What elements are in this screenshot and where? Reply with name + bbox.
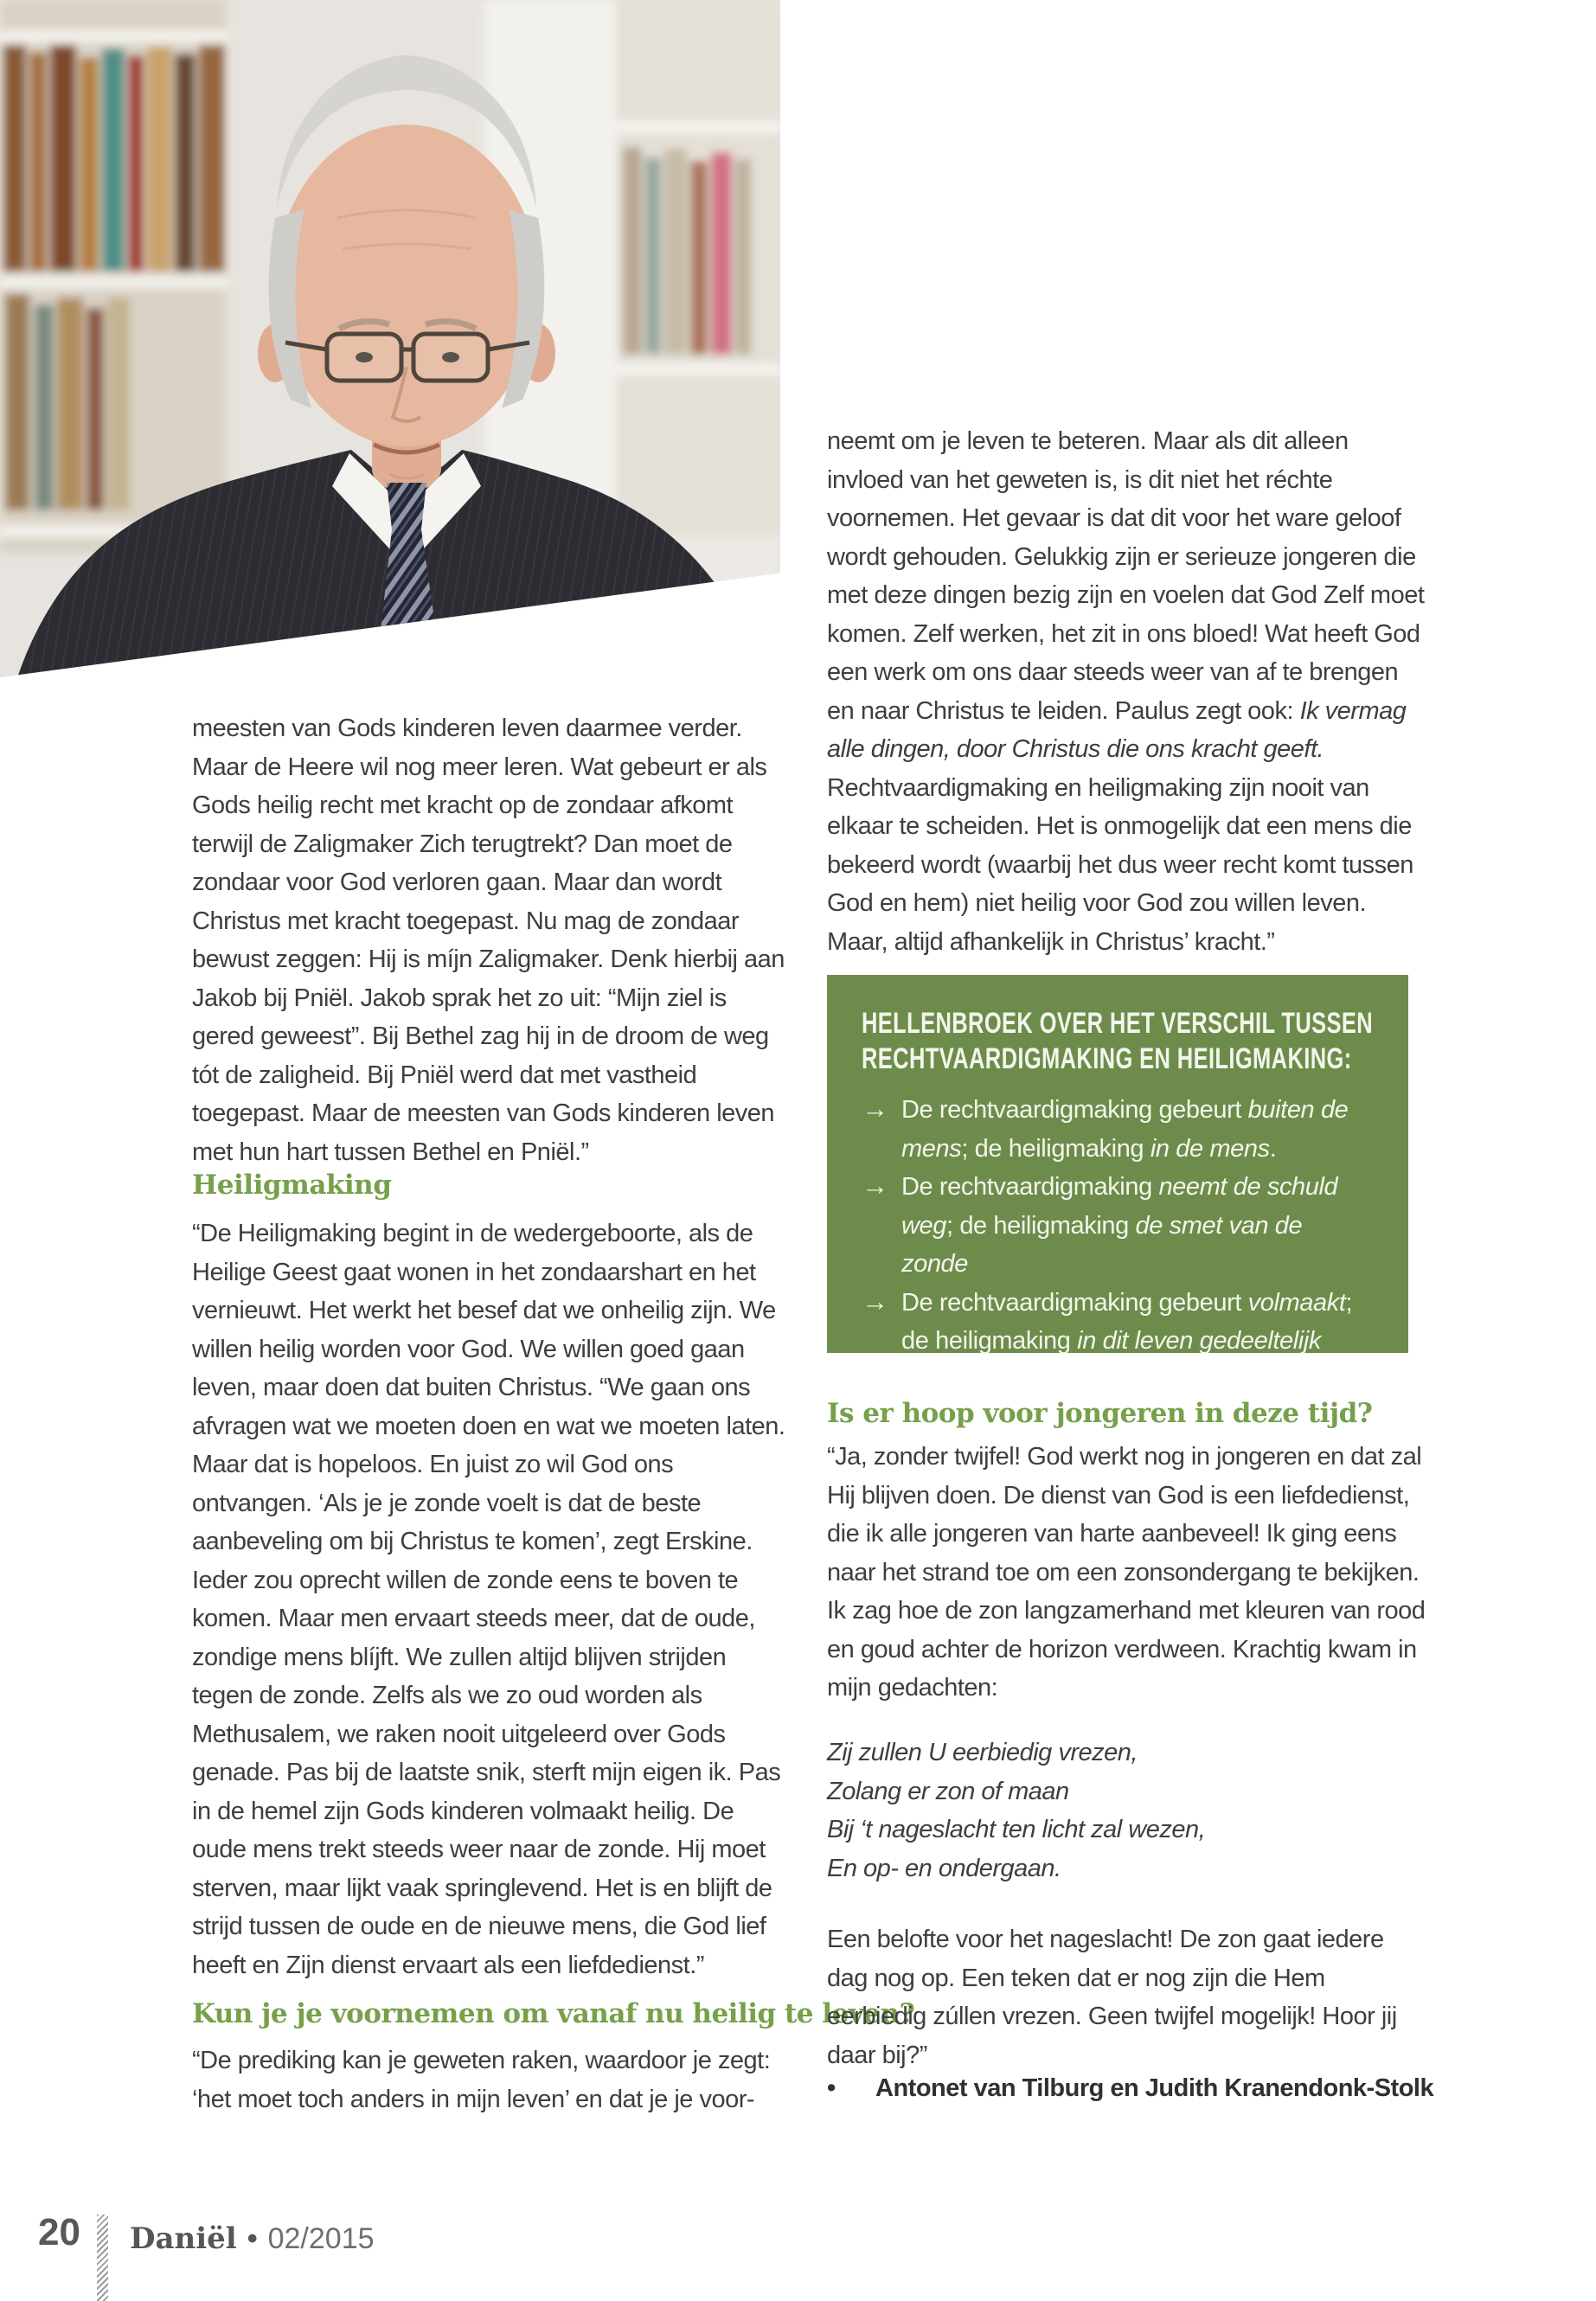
footer-separator: • [247,2222,258,2255]
callout-bullet-text: De rechtvaardigmaking gebeurt buiten de mens; de heiligmaking in de mens. [901,1096,1349,1163]
callout-box-title [862,1006,1374,1077]
arrow-icon: → [862,1170,888,1201]
left-column-paragraph-1: meesten van Gods kinderen leven daarmee verder. Maar de Heere wil nog meer leren. Wat gebeurt er als Gods heilig recht met kracht op de zondaar afkomt terwijl de Zaligmaker Zich terugtrekt? Dan moet de zondaar voor God verloren gaan. Maar dan wordt Christus met kracht toegepast. Nu mag de zondaar bewust zeggen: Hij is míjn Zaligmaker. Denk hierbij aan Jakob bij Pniël. Jakob sprak het zo uit: “Mijn ziel is gered geweest”. Bij Bethel zag hij in de droom de weg tót de zaligheid. Bij Pniël werd dat met vastheid toegepast. Maar de meesten van Gods kinderen leven met hun hart tussen Bethel en Pniël.” [192,715,785,1166]
callout-bullet-text: De rechtvaardigmaking neemt de schuld weg; de heiligmaking de smet van de zonde [901,1173,1338,1278]
author-names: Antonet van Tilburg en Judith Kranendonk-Stolk [875,2074,1434,2102]
footer-divider [97,2214,108,2301]
callout-title-line: RECHTVAARDIGMAKING EN HEILIGMAKING: [862,1042,1352,1075]
callout-bullet-text: De rechtvaardigmaking gebeurt volmaakt; de heiligmaking in dit leven gedeeltelijk [901,1288,1353,1355]
callout-bullet-item [862,1284,1374,1361]
page-number: 20 [38,2211,80,2253]
left-column-paragraph-2: “De Heiligmaking begint in de wedergeboorte, als de Heilige Geest gaat wonen in het zondaarshart en het vernieuwt. Het werkt het besef dat we onheilig zijn. We willen heilig worden voor God. We willen goed gaan leven, maar doen dat buiten Christus. “We gaan ons afvragen wat we moeten doen en wat we moeten laten. Maar dat is hopeloos. En juist zo wil God ons ontvangen. ‘Als je je zonde voelt is dat de beste aanbeveling om bij Christus te komen’, zegt Erskine. Ieder zou oprecht willen de zonde eens te boven te komen. Maar men ervaart steeds meer, dat de oude, zondige mens blíjft. We zullen altijd blijven strijden tegen de zonde. Zelfs als we zo oud worden als Methusalem, we raken nooit uitgeleerd over Gods genade. Pas bij de laatste snik, sterft mijn eigen ik. Pas in de hemel zijn Gods kinderen volmaakt heilig. De oude mens trekt steeds weer naar de zonde. Hij moet sterven, maar lijkt vaak springlevend. Het is en blijft de strijd tussen de oude en de nieuwe mens, die God lief heeft en Zijn dienst ervaart als een liefdedienst.” [192,1220,785,1979]
right-column-paragraph-1: neemt om je leven te beteren. Maar als dit alleen invloed van het geweten is, is dit niet het réchte voornemen. Het gevaar is dat dit voor het ware geloof wordt gehouden. Gelukkig zijn er serieuze jongeren die met deze dingen bezig zijn en voelen dat God Zelf moet komen. Zelf werken, het zit in ons bloed! Wat heeft God een werk om ons daar steeds weer van af te brengen en naar Christus te leiden. Paulus zegt ook: Ik vermag alle dingen, door Christus die ons kracht geeft. Rechtvaardigmaking en heiligmaking zijn nooit van elkaar te scheiden. Het is onmogelijk dat een mens die bekeerd wordt (waarbij het dus weer recht komt tussen God en hem) niet heilig voor God zou willen leven. Maar, altijd afhankelijk in Christus’ kracht.” [827,427,1425,956]
callout-box-list [862,1091,1374,1361]
author-bullet: • [827,2074,836,2102]
callout-bullet-item [862,1168,1374,1284]
callout-bullet-item [862,1091,1374,1168]
callout-title-line: HELLENBROEK OVER HET VERSCHIL TUSSEN [862,1007,1374,1040]
issue-number: 02/2015 [267,2222,375,2255]
arrow-icon: → [862,1285,888,1317]
magazine-name: Daniël [130,2221,237,2256]
right-bookcase-graphic [616,0,780,536]
poem: Zij zullen U eerbiedig vrezen, Zolang er zon of maan Bij ‘t nageslacht ten licht zal wezen, En op- en ondergaan. [827,1739,1206,1882]
author-line [827,2069,1450,2108]
bookshelf-graphic [0,0,227,554]
arrow-icon: → [862,1093,888,1124]
right-column-paragraph-3: Een belofte voor het nageslacht! De zon gaat iedere dag nog op. Een teken dat er nog zijn die Hem eerbiedig zúllen vrezen. Geen twijfel mogelijk! Hoor jij daar bij?” [827,1926,1397,2069]
portrait-photo [0,0,780,677]
heading-voornemen: Kun je je voornemen om vanaf nu heilig te leven? [192,1998,915,2029]
heading-hoop: Is er hoop voor jongeren in deze tijd? [827,1398,1373,1429]
left-column-paragraph-3: “De prediking kan je geweten raken, waardoor je zegt: ‘het moet toch anders in mijn leven’ en dat je je voor- [192,2047,771,2113]
portrait-graphic [0,0,780,677]
callout-box [827,975,1408,1353]
right-column-paragraph-2: “Ja, zonder twijfel! God werkt nog in jongeren en dat zal Hij blijven doen. De dienst van God is een liefdedienst, die ik alle jongeren van harte aanbeveel! Ik ging eens naar het strand toe om een zonsondergang te bekijken. Ik zag hoe de zon langzamerhand met kleuren van rood en goud achter de horizon verdween. Krachtig kwam in mijn gedachten: [827,1443,1426,1702]
footer-magazine-line [130,2221,375,2256]
heading-heiligmaking: Heiligmaking [192,1170,392,1201]
